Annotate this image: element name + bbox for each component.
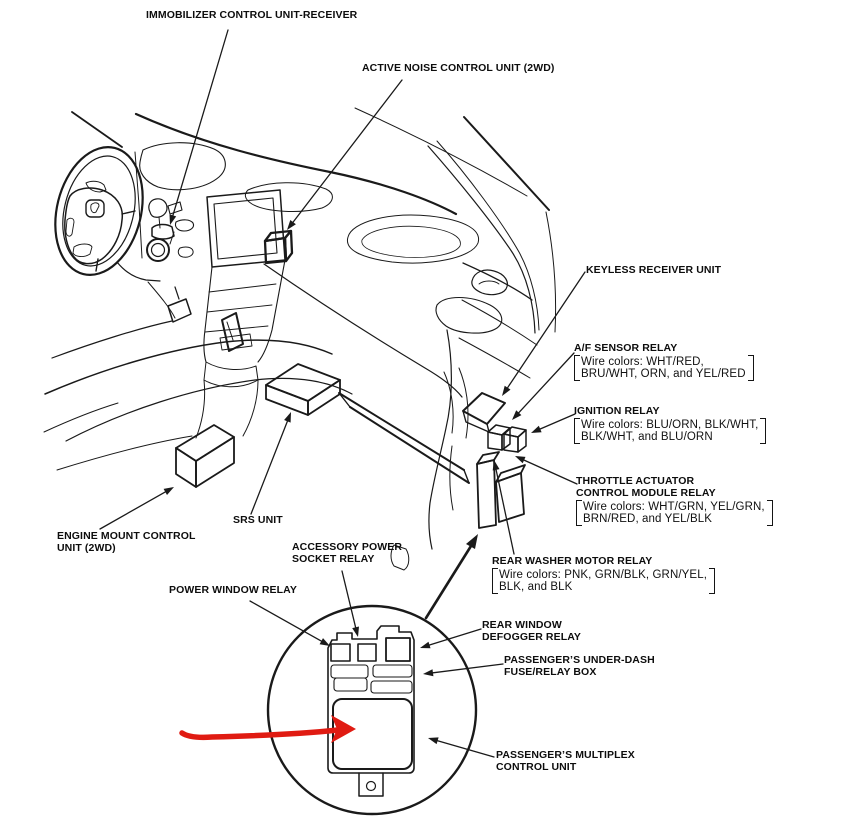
label-power-window-relay: POWER WINDOW RELAY [169, 584, 297, 596]
engine-mount-unit-box [176, 425, 234, 487]
label-passengers-multiplex-control-unit: PASSENGER’S MULTIPLEX CONTROL UNIT [496, 749, 635, 773]
label-ignition-relay: IGNITION RELAY Wire colors: BLU/ORN, BLK/WHT, BLK/WHT, and BLU/ORN [574, 405, 766, 444]
inset-circle [268, 606, 476, 814]
label-accessory-power-socket-relay: ACCESSORY POWER SOCKET RELAY [292, 541, 403, 565]
defogger-relay-slot [386, 638, 410, 661]
leader-lines [100, 30, 585, 757]
label-active-noise-control-unit: ACTIVE NOISE CONTROL UNIT (2WD) [362, 62, 555, 74]
fuse-relay-box [328, 626, 414, 796]
active-noise-unit-box [265, 231, 292, 263]
floor-pedals [44, 287, 352, 470]
magnifier-arrow [426, 534, 478, 618]
relay-cluster [444, 368, 526, 528]
throttle-relay-wire-colors: Wire colors: WHT/GRN, YEL/GRN, BRN/RED, and YEL/BLK [576, 500, 773, 526]
steering-wheel [43, 138, 156, 284]
ignition-relay-wire-colors: Wire colors: BLU/ORN, BLK/WHT, BLK/WHT, and BLU/ORN [574, 418, 766, 444]
af-sensor-relay-wire-colors: Wire colors: WHT/RED, BRU/WHT, ORN, and YEL/RED [574, 355, 754, 381]
label-rear-washer-motor-relay: REAR WASHER MOTOR RELAY Wire colors: PNK, GRN/BLK, GRN/YEL, BLK, and BLK [492, 555, 715, 594]
label-keyless-receiver-unit: KEYLESS RECEIVER UNIT [586, 264, 722, 276]
power-window-relay-slot [331, 644, 350, 661]
label-srs-unit: SRS UNIT [233, 514, 283, 526]
rear-washer-relay-wire-colors: Wire colors: PNK, GRN/BLK, GRN/YEL, BLK, and BLK [492, 568, 715, 594]
dashboard-outline [72, 108, 556, 333]
label-passengers-underdash-fuse-relay-box: PASSENGER’S UNDER-DASH FUSE/RELAY BOX [504, 654, 655, 678]
relay-cubes [488, 425, 526, 452]
lower-dash [264, 264, 469, 570]
label-engine-mount-control-unit: ENGINE MOUNT CONTROL UNIT (2WD) [57, 530, 196, 554]
accessory-socket-relay-slot [358, 644, 376, 661]
srs-unit-box [266, 364, 340, 415]
label-throttle-actuator-relay: THROTTLE ACTUATOR CONTROL MODULE RELAY Wire colors: WHT/GRN, YEL/GRN, BRN/RED, and YEL/BLK [576, 475, 773, 526]
label-rear-window-defogger-relay: REAR WINDOW DEFOGGER RELAY [482, 619, 582, 643]
label-immobilizer-control-unit-receiver: IMMOBILIZER CONTROL UNIT-RECEIVER [146, 9, 358, 21]
label-af-sensor-relay: A/F SENSOR RELAY Wire colors: WHT/RED, BRU/WHT, ORN, and YEL/RED [574, 342, 754, 381]
